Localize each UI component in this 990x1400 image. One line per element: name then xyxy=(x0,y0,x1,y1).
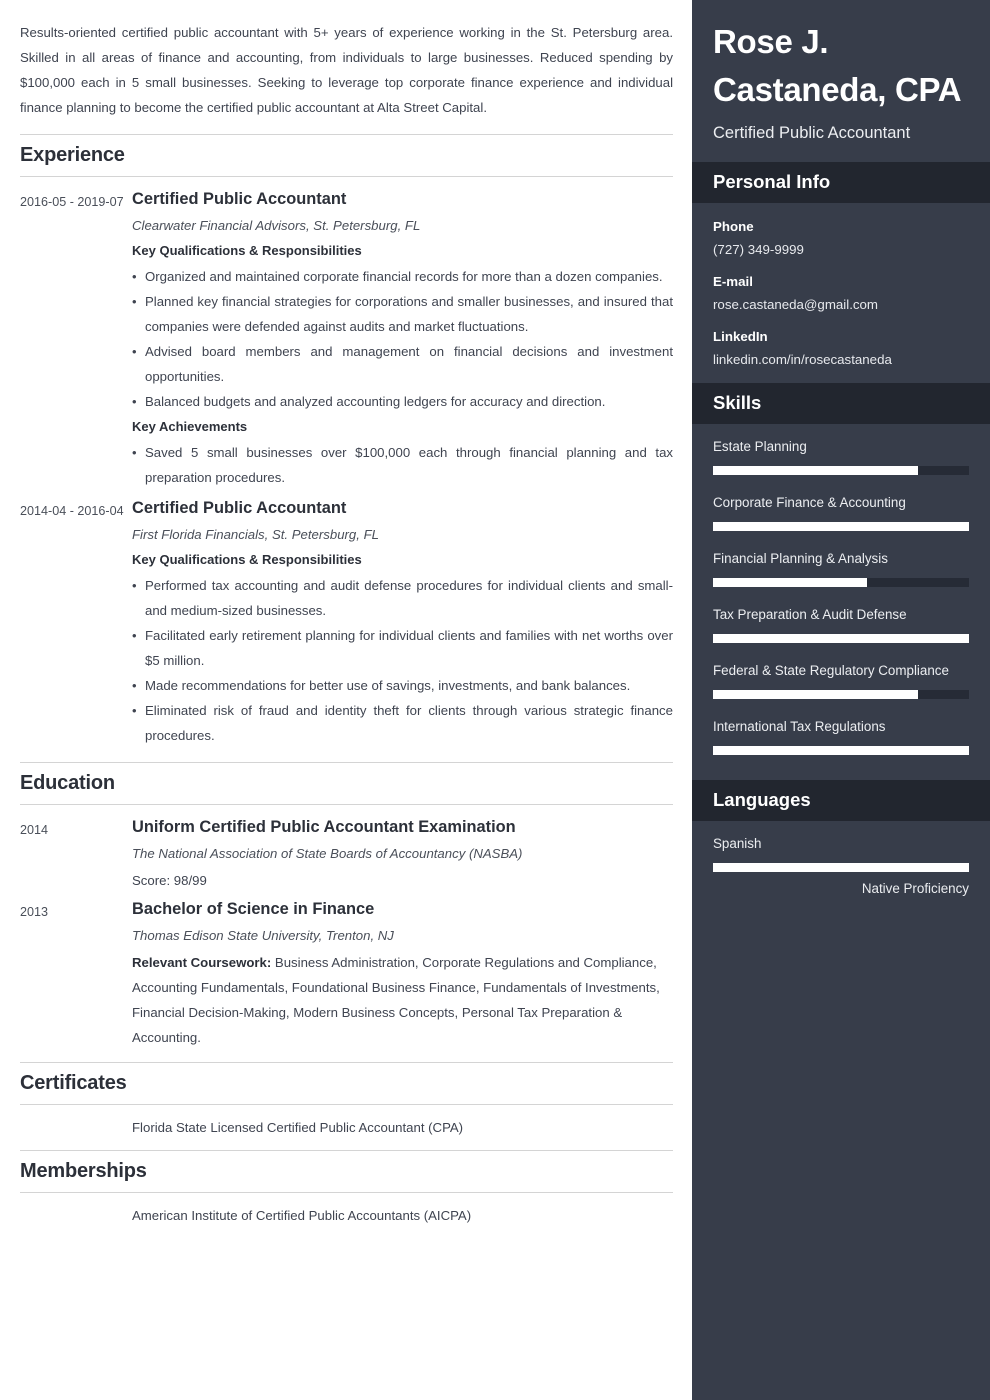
contact-value-linkedin[interactable]: linkedin.com/in/rosecastaneda xyxy=(713,351,892,367)
certificate-item: Florida State Licensed Certified Public Accountant (CPA) xyxy=(132,1120,464,1135)
education-entry-title: Bachelor of Science in Finance xyxy=(132,900,375,918)
bullet-item: • Organized and maintained corporate financial records for more than a dozen companies. xyxy=(132,264,673,289)
education-extra: Score: 98/99 xyxy=(132,873,207,888)
skill-bar-track xyxy=(713,690,969,699)
memberships-section xyxy=(20,1150,673,1228)
bullet-item: • Made recommendations for better use of savings, investments, and bank balances. xyxy=(132,673,673,698)
skill-item xyxy=(713,604,969,643)
skill-item xyxy=(713,716,969,755)
skills-list xyxy=(692,424,990,780)
skill-name: Estate Planning xyxy=(713,438,807,454)
experience-entry-organization: Clearwater Financial Advisors, St. Petersburg, FL xyxy=(132,218,421,233)
experience-entry-body xyxy=(132,187,673,492)
contacts-list xyxy=(692,203,990,383)
experience-entry-title: Certified Public Accountant xyxy=(132,190,347,208)
experience-entry-date: 2014-04 - 2016-04 xyxy=(20,504,124,518)
skill-bar-fill xyxy=(713,690,918,699)
language-bar-track xyxy=(713,863,969,872)
qualifications-list xyxy=(132,264,673,414)
contact-value-email[interactable]: rose.castaneda@gmail.com xyxy=(713,296,879,312)
education-extra: Relevant Coursework: Business Administration, Corporate Regulations and Compliance, Accounting Fundamentals, Foundational Business Finance, Fundamentals of Investments, Financial Decision-Making, Modern Business Concepts, Personal Tax Preparation & Accounting. xyxy=(132,955,660,1045)
language-bar-fill xyxy=(713,863,969,872)
experience-entry-date: 2016-05 - 2019-07 xyxy=(20,195,124,209)
skill-bar-track xyxy=(713,634,969,643)
skill-item xyxy=(713,548,969,587)
certificates-section xyxy=(20,1062,673,1140)
qualifications-label: Key Qualifications & Responsibilities xyxy=(132,243,362,258)
skill-item xyxy=(713,660,969,699)
sidebar-title-languages: Languages xyxy=(692,780,990,821)
education-entry-title: Uniform Certified Public Accountant Examination xyxy=(132,818,516,836)
certificates-list xyxy=(20,1115,673,1140)
summary-paragraph: Results-oriented certified public accountant with 5+ years of experience working in the St. Petersburg area. Skilled in all areas of finance and accounting, from individuals to large businesses. Reduced spending by $100,000 each in 5 small businesses. Seeking to leverage top corporate finance experience and individual finance planning to become the certified public accountant at Alta Street Capital. xyxy=(20,25,673,115)
language-proficiency: Native Proficiency xyxy=(861,880,969,896)
achievements-list xyxy=(132,440,673,490)
sidebar-title-skills: Skills xyxy=(692,383,990,424)
education-entry-body xyxy=(132,897,673,1050)
section-title-certificates: Certificates xyxy=(20,1062,673,1105)
skill-bar-track xyxy=(713,522,969,531)
spacer xyxy=(20,754,673,762)
skill-bar-track xyxy=(713,746,969,755)
experience-entry-organization: First Florida Financials, St. Petersburg, FL xyxy=(132,527,379,542)
skill-bar-fill xyxy=(713,522,969,531)
skill-bar-fill xyxy=(713,578,867,587)
experience-entry xyxy=(20,187,673,492)
education-extra-label: Relevant Coursework: xyxy=(132,955,272,970)
skill-name: Financial Planning & Analysis xyxy=(713,550,888,566)
skill-name: Federal & State Regulatory Compliance xyxy=(713,662,949,678)
membership-item: American Institute of Certified Public Accountants (AICPA) xyxy=(132,1208,472,1223)
experience-list xyxy=(20,187,673,762)
sidebar-header xyxy=(692,0,990,162)
education-entry-organization: Thomas Edison State University, Trenton, NJ xyxy=(132,928,394,943)
spacer xyxy=(20,1054,673,1062)
candidate-role: Certified Public Accountant xyxy=(713,123,911,142)
contact-label-phone: Phone xyxy=(713,218,754,234)
experience-entry xyxy=(20,496,673,750)
languages-list xyxy=(692,821,990,921)
education-list xyxy=(20,815,673,1062)
experience-entry-title: Certified Public Accountant xyxy=(132,499,347,517)
skill-name: Corporate Finance & Accounting xyxy=(713,494,906,510)
sidebar-title-personal-info: Personal Info xyxy=(692,162,990,203)
experience-section xyxy=(20,134,673,762)
bullet-item: • Saved 5 small businesses over $100,000 each through financial planning and tax preparation procedures. xyxy=(132,440,673,490)
skill-name: Tax Preparation & Audit Defense xyxy=(713,606,907,622)
bullet-item: • Performed tax accounting and audit defense procedures for individual clients and small- and medium-sized businesses. xyxy=(132,573,673,623)
language-name: Spanish xyxy=(713,835,762,851)
memberships-list xyxy=(20,1203,673,1228)
education-entry xyxy=(20,897,673,1050)
section-title-education: Education xyxy=(20,762,673,805)
skill-bar-fill xyxy=(713,634,969,643)
skill-name: International Tax Regulations xyxy=(713,718,886,734)
section-title-memberships: Memberships xyxy=(20,1150,673,1193)
qualifications-list xyxy=(132,573,673,748)
bullet-item: • Eliminated risk of fraud and identity theft for clients through various strategic finance procedures. xyxy=(132,698,673,748)
bullet-item: • Planned key financial strategies for corporations and smaller businesses, and insured that companies were defended against audits and market fluctuations. xyxy=(132,289,673,339)
sidebar xyxy=(692,0,990,1400)
education-entry xyxy=(20,815,673,893)
section-title-experience: Experience xyxy=(20,134,673,177)
bullet-item: • Facilitated early retirement planning for individual clients and families with net worths over $5 million. xyxy=(132,623,673,673)
experience-entry-body xyxy=(132,496,673,750)
skill-bar-track xyxy=(713,578,969,587)
contact-label-email: E-mail xyxy=(713,273,753,289)
contact-label-linkedin: LinkedIn xyxy=(713,328,768,344)
skill-bar-fill xyxy=(713,746,969,755)
qualifications-label: Key Qualifications & Responsibilities xyxy=(132,552,362,567)
bullet-item: • Advised board members and management on financial decisions and investment opportunities. xyxy=(132,339,673,389)
skill-bar-fill xyxy=(713,466,918,475)
skill-bar-track xyxy=(713,466,969,475)
bullet-item: • Balanced budgets and analyzed accounting ledgers for accuracy and direction. xyxy=(132,389,673,414)
contact-value-phone[interactable]: (727) 349-9999 xyxy=(713,241,804,257)
education-section xyxy=(20,762,673,1062)
skill-item xyxy=(713,492,969,531)
achievements-label: Key Achievements xyxy=(132,419,248,434)
candidate-name: Rose J. Castaneda, CPA xyxy=(713,23,962,108)
education-entry-date: 2014 xyxy=(20,823,49,837)
education-entry-body xyxy=(132,815,673,893)
skill-item xyxy=(713,436,969,475)
education-entry-date: 2013 xyxy=(20,905,49,919)
education-entry-organization: The National Association of State Boards of Accountancy (NASBA) xyxy=(132,846,523,861)
language-item xyxy=(713,833,969,896)
